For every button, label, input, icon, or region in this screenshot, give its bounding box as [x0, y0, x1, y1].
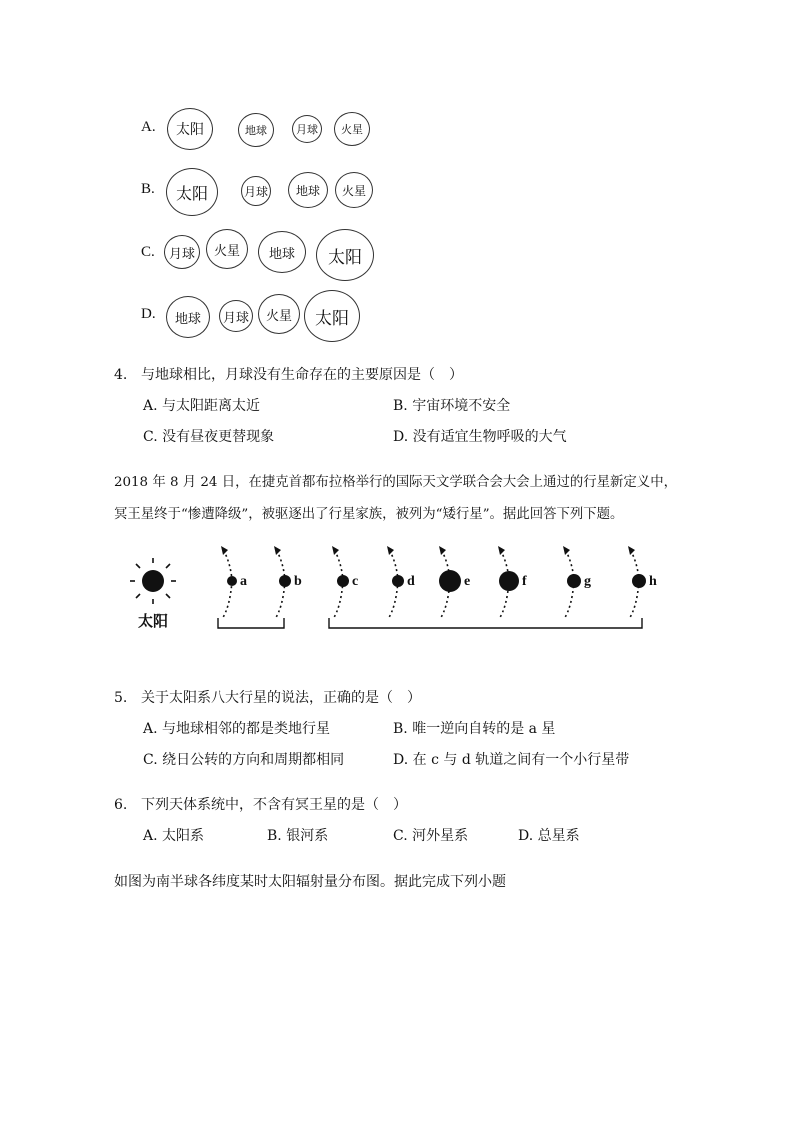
- orbit-arrow-icon: [221, 546, 228, 555]
- sun-label: 太阳: [138, 614, 169, 630]
- orbit-group: [221, 546, 657, 619]
- option-c: C. 河外星系: [393, 828, 469, 844]
- planet-label: a: [240, 574, 247, 589]
- planet-e: [439, 546, 470, 619]
- sun-circle: 太阳: [304, 290, 360, 342]
- planet-label: g: [584, 574, 591, 589]
- option-c: C. 绕日公转的方向和周期都相同: [143, 752, 345, 768]
- earth-circle: 地球: [288, 172, 328, 208]
- question-number: 4.: [114, 367, 128, 383]
- moon-circle: 月球: [292, 115, 322, 143]
- sun-circle: 太阳: [166, 168, 218, 216]
- planet-dot: [337, 575, 349, 587]
- mars-circle: 火星: [258, 294, 300, 334]
- orbit-arrow-icon: [274, 546, 281, 555]
- mars-circle: 火星: [334, 112, 370, 146]
- planet-label: f: [522, 574, 527, 589]
- closing-line: 如图为南半球各纬度某时太阳辐射量分布图。据此完成下列小题: [114, 874, 506, 890]
- question-number: 6.: [114, 797, 128, 813]
- option-a: A. 与太阳距离太近: [143, 398, 261, 414]
- orbit-arrow-icon: [332, 546, 339, 555]
- option-b: B. 唯一逆向自转的是 a 星: [393, 721, 556, 737]
- question-number: 5.: [114, 690, 128, 706]
- orbit-arrow-icon: [498, 546, 505, 555]
- option-d: D. 在 c 与 d 轨道之间有一个小行星带: [393, 752, 630, 768]
- earth-circle: 地球: [166, 296, 210, 338]
- passage-line-1: 2018 年 8 月 24 日，在捷克首都布拉格举行的国际天文学联合会大会上通过的行星新定义中，: [114, 475, 677, 490]
- orbit-path: [222, 581, 232, 619]
- mars-circle: 火星: [206, 229, 248, 269]
- option-letter: C.: [141, 244, 155, 260]
- planet-dot: [279, 575, 291, 587]
- option-letter: A.: [141, 119, 156, 135]
- planet-dot: [227, 576, 237, 586]
- planet-a: [221, 546, 247, 619]
- sun-circle: 太阳: [167, 108, 213, 150]
- planet-g: [563, 546, 591, 619]
- outer-planets-bracket: [329, 618, 642, 628]
- orbit-arrow-icon: [628, 546, 635, 555]
- planet-dot: [567, 574, 581, 588]
- question-stem: 下列天体系统中，不含有冥王星的是（ ）: [141, 797, 407, 813]
- option-b: B. 银河系: [267, 828, 329, 844]
- question-stem: 与地球相比，月球没有生命存在的主要原因是（ ）: [141, 367, 463, 383]
- planet-dot: [439, 570, 461, 592]
- option-letter: D.: [141, 306, 156, 322]
- planet-label: h: [649, 574, 657, 589]
- planet-d: [387, 546, 415, 619]
- option-c: C. 没有昼夜更替现象: [143, 429, 275, 445]
- moon-circle: 月球: [164, 235, 200, 269]
- option-a: A. 太阳系: [143, 828, 205, 844]
- passage-line-2: 冥王星终于“惨遭降级”，被驱逐出了行星家族，被列为“矮行星”。据此回答下列下题。: [114, 507, 624, 522]
- orbit-arrow-icon: [439, 546, 446, 555]
- planet-dot: [392, 575, 404, 587]
- option-a: A. 与地球相邻的都是类地行星: [143, 721, 331, 737]
- question-stem: 关于太阳系八大行星的说法，正确的是（ ）: [141, 690, 421, 706]
- earth-circle: 地球: [258, 231, 306, 273]
- planet-b: [274, 546, 302, 619]
- solar-system-figure: [120, 536, 680, 644]
- sun-circle: 太阳: [316, 229, 374, 281]
- earth-circle: 地球: [238, 113, 274, 147]
- orbit-arrow-icon: [563, 546, 570, 555]
- option-letter: B.: [141, 181, 155, 197]
- planet-dot: [499, 571, 519, 591]
- planet-h: [628, 546, 657, 619]
- moon-circle: 月球: [219, 300, 253, 332]
- inner-planets-bracket: [218, 618, 284, 628]
- planet-label: c: [352, 574, 359, 589]
- planet-label: d: [407, 574, 415, 589]
- option-b: B. 宇宙环境不安全: [393, 398, 511, 414]
- option-d: D. 总星系: [518, 828, 580, 844]
- mars-circle: 火星: [335, 172, 373, 208]
- planet-dot: [632, 574, 646, 588]
- orbit-arrow-icon: [387, 546, 394, 555]
- planet-label: b: [294, 574, 302, 589]
- option-d: D. 没有适宜生物呼吸的大气: [393, 429, 567, 445]
- moon-circle: 月球: [241, 176, 271, 206]
- planet-f: [498, 546, 527, 619]
- planet-label: e: [464, 574, 471, 589]
- planet-c: [332, 546, 358, 619]
- sun-icon: [130, 558, 176, 604]
